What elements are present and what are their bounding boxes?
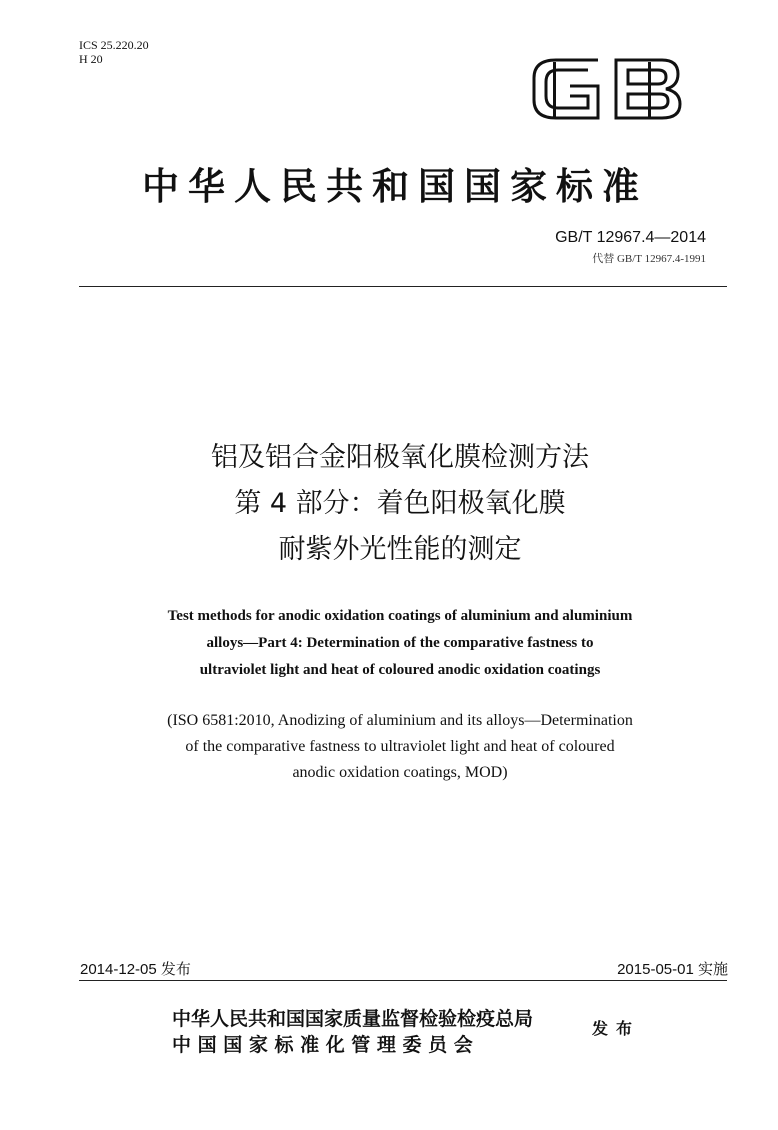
title-en-line3: ultraviolet light and heat of coloured anodic oxidation coatings: [199, 662, 601, 678]
title-zh-line2: 第 4 部分：着色阳极氧化膜: [234, 488, 566, 519]
publisher-sac: 中 国 国 家 标 准 化 管 理 委 员 会: [172, 1034, 473, 1056]
replaces-note: 代替 GB/T 12967.4-1991: [592, 253, 706, 265]
implementation-date: 2015-05-01 实施: [617, 961, 728, 978]
classification-codes: [79, 38, 149, 66]
issue-date: 2014-12-05 发布: [80, 961, 191, 978]
gb-logo: [526, 48, 686, 130]
ics-code: ICS 25.220.20: [79, 38, 149, 52]
iso-reference-line1: (ISO 6581:2010, Anodizing of aluminium and its alloys—Determination: [167, 712, 633, 729]
iso-reference-line3: anodic oxidation coatings, MOD): [292, 764, 508, 781]
title-en-line2: alloys—Part 4: Determination of the comparative fastness to: [206, 635, 594, 651]
title-en-line1: Test methods for anodic oxidation coatings of aluminium and aluminium: [167, 608, 633, 624]
footer-divider: [79, 980, 727, 981]
iso-reference-line2: of the comparative fastness to ultraviolet light and heat of coloured: [185, 738, 615, 755]
standard-category-title: 中华人民共和国国家标准: [142, 164, 648, 208]
title-zh-line3: 耐紫外光性能的测定: [278, 534, 522, 565]
header-divider: [79, 286, 727, 287]
standard-code: GB/T 12967.4—2014: [555, 229, 706, 246]
ccs-code: H 20: [79, 52, 103, 66]
publish-label: 发布: [592, 1019, 641, 1038]
title-zh-line1: 铝及铝合金阳极氧化膜检测方法: [211, 442, 589, 473]
publisher-aqsiq: 中华人民共和国国家质量监督检验检疫总局: [172, 1008, 534, 1030]
